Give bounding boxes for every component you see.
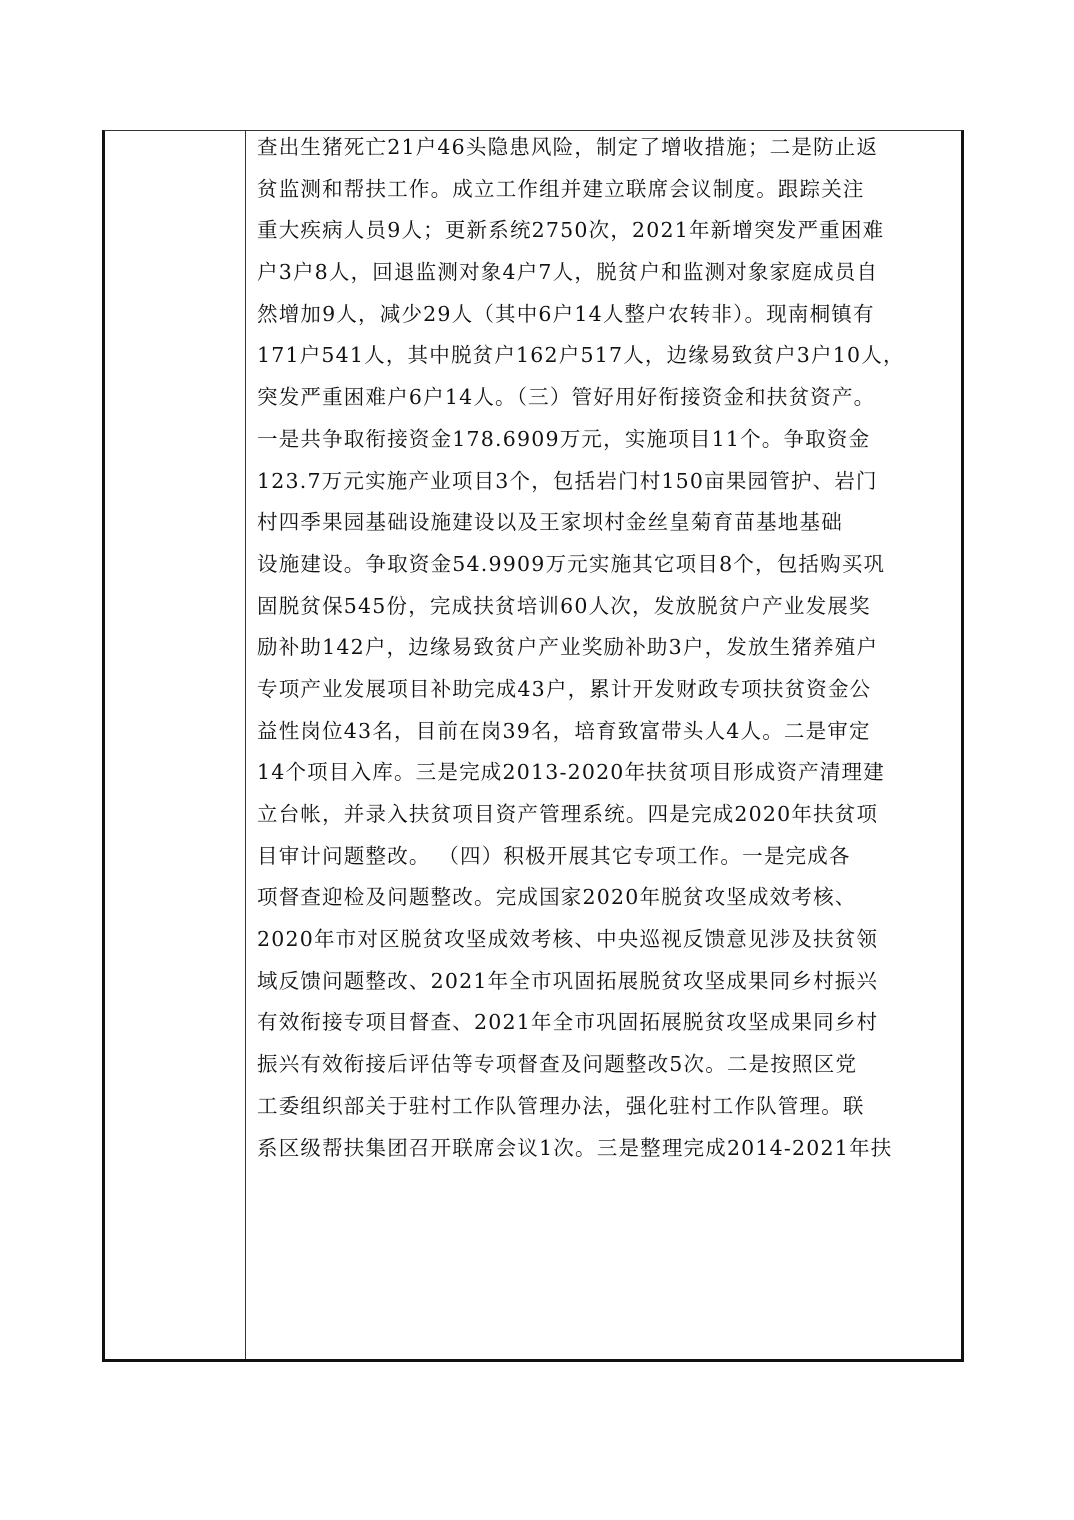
document-table <box>102 130 964 1362</box>
text-line: 益性岗位43名，目前在岗39名，培育致富带头人4人。二是审定 <box>257 718 871 743</box>
text-line: 系区级帮扶集团召开联席会议1次。三是整理完成2014-2021年扶 <box>257 1135 893 1160</box>
text-line: 123.7万元实施产业项目3个，包括岩门村150亩果园管护、岩门 <box>257 468 878 493</box>
text-line: 项督查迎检及问题整改。完成国家2020年脱贫攻坚成效考核、 <box>257 885 857 910</box>
text-line: 14个项目入库。三是完成2013-2020年扶贫项目形成资产清理建 <box>257 760 885 785</box>
text-line: 171户541人，其中脱贫户162户517人，边缘易致贫户3户10人， <box>257 343 905 368</box>
text-line: 域反馈问题整改、2021年全市巩固拓展脱贫攻坚成果同乡村振兴 <box>257 968 879 993</box>
text-line: 立台帐，并录入扶贫项目资产管理系统。四是完成2020年扶贫项 <box>257 802 879 826</box>
text-line: 设施建设。争取资金54.9909万元实施其它项目8个，包括购买巩 <box>257 551 886 576</box>
text-line: 有效衔接专项目督查、2021年全市巩固拓展脱贫攻坚成果同乡村 <box>257 1010 879 1035</box>
text-line: 固脱贫保545份，完成扶贫培训60人次，发放脱贫户产业发展奖 <box>257 593 871 618</box>
text-line: 工委组织部关于驻村工作队管理办法，强化驻村工作队管理。联 <box>257 1093 865 1118</box>
text-line: 2020年市对区脱贫攻坚成效考核、中央巡视反馈意见涉及扶贫领 <box>257 927 879 952</box>
text-line: 励补助142户，边缘易致贫户产业奖励补助3户，发放生猪养殖户 <box>257 635 879 660</box>
text-line: 一是共争取衔接资金178.6909万元，实施项目11个。争取资金 <box>257 426 871 451</box>
text-line: 重大疾病人员9人；更新系统2750次，2021年新增突发严重困难 <box>257 218 885 243</box>
text-line: 村四季果园基础设施建设以及王家坝村金丝皇菊育苗基地基础 <box>257 510 843 535</box>
text-line: 突发严重困难户6户14人。（三）管好用好衔接资金和扶贫资产。 <box>257 385 876 410</box>
text-line: 振兴有效衔接后评估等专项督查及问题整改5次。二是按照区党 <box>257 1052 858 1077</box>
column-divider <box>245 131 246 1359</box>
text-line: 目审计问题整改。 （四）积极开展其它专项工作。一是完成各 <box>257 843 851 868</box>
text-line: 户3户8人，回退监测对象4户7人，脱贫户和监测对象家庭成员自 <box>257 260 879 285</box>
text-line: 查出生猪死亡21户46头隐患风险，制定了增收措施；二是防止返 <box>257 135 879 159</box>
text-line: 专项产业发展项目补助完成43户，累计开发财政专项扶贫资金公 <box>257 676 872 701</box>
content-cell <box>257 131 957 1169</box>
text-line: 贫监测和帮扶工作。成立工作组并建立联席会议制度。跟踪关注 <box>257 176 865 201</box>
text-line: 然增加9人，减少29人（其中6户14人整户农转非）。现南桐镇有 <box>257 301 875 326</box>
